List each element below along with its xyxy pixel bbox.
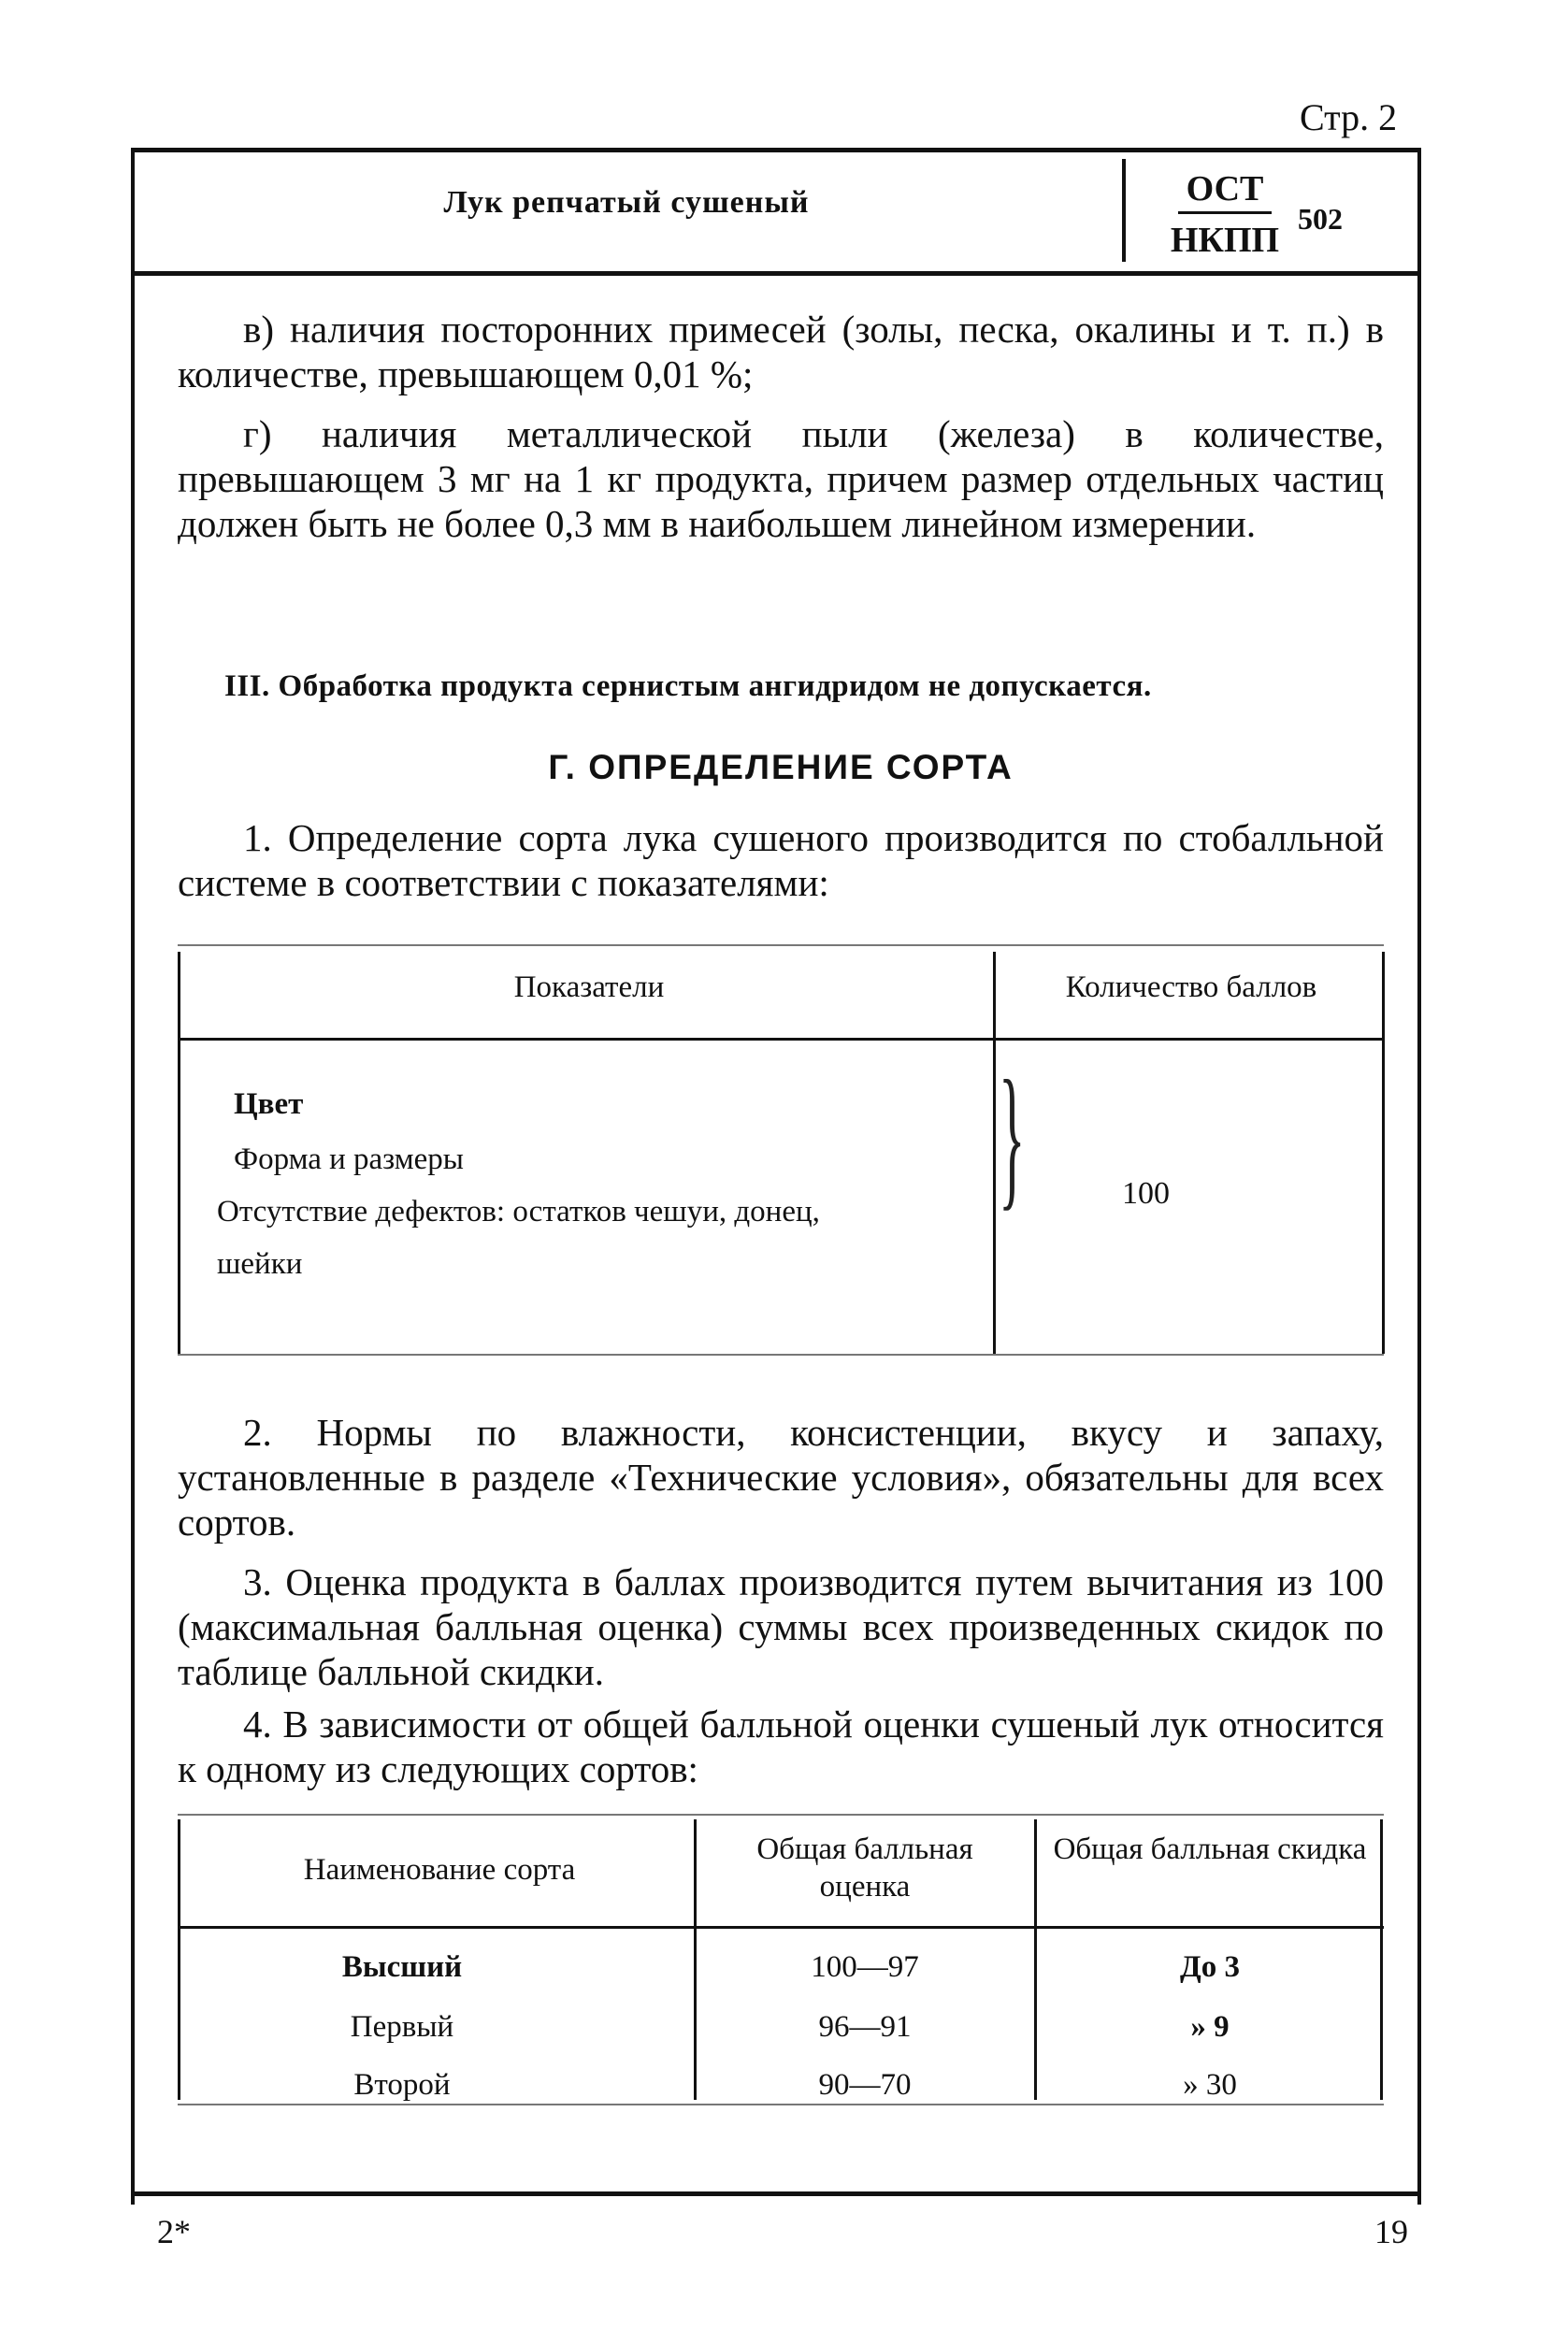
table2-row-score: 90—70 [818,2068,912,2102]
frame-left-rule [131,148,135,2205]
table1-right-rule [1382,952,1385,1354]
paragraph-4: 4. В зависимости от общей балльной оценки сушеный лук относится к одному из следующих сортов: [178,1703,1384,1790]
standard-code [1159,168,1290,261]
table2-col-divider-2 [1034,1819,1037,2100]
table1-bottom-rule [178,1354,1384,1356]
table2-top-rule [178,1814,1384,1816]
table2-header-rule [178,1926,1384,1929]
header-divider [1122,159,1126,262]
standard-code-bottom: НКПП [1170,221,1280,260]
paragraph-1: 1. Определение сорта лука сушеного производится по стобалльной системе в соответствии с показателями: [178,816,1384,904]
paragraph-2: 2. Нормы по влажности, консистенции, вкусу и запаху, установленные в разделе «Технические условия», обязательны для всех сортов. [178,1411,1384,1544]
table2-row-score: 96—91 [818,2010,912,2044]
table2-row-name: Второй [353,2068,451,2102]
frame-right-rule [1417,148,1421,2205]
table1-row-necks: шейки [217,1247,303,1281]
paragraph-3: 3. Оценка продукта в баллах производится путем вычитания из 100 (максимальная балльная оценка) суммы всех произведенных скидок по таблице балльной скидки. [178,1560,1384,1693]
footer-signature-mark: 2* [157,2213,191,2250]
table2-right-rule [1380,1819,1383,2100]
standard-number: 502 [1298,202,1343,236]
section-heading: Г. ОПРЕДЕЛЕНИЕ СОРТА [548,748,1014,786]
table1-header-rule [178,1038,1384,1041]
table1-row-defects: Отсутствие дефектов: остатков чешуи, донец, [217,1195,820,1228]
document-title: Лук репчатый сушеный [443,185,810,220]
table1-col-divider [993,952,996,1354]
table2-header-discount: Общая балльная скидка [1053,1832,1367,1866]
table2-header-score: Общая балльная оценка [756,1832,973,1904]
table2-bottom-rule [178,2104,1384,2105]
section-iii-text: III. Обработка продукта сернистым ангидридом не допускается. [224,669,1152,703]
footer-page-number: 19 [1374,2213,1408,2250]
standard-code-fraction-line [1178,211,1272,214]
header-bottom-rule [131,271,1421,276]
table2-col-divider-1 [694,1819,697,2100]
table2-row-discount: » 9 [1190,2010,1230,2044]
table2-row-discount: До 3 [1180,1950,1240,1984]
standard-code-top: ОСТ [1186,169,1264,208]
table1-header-indicators: Показатели [513,970,665,1004]
frame-bottom-rule [131,2191,1421,2196]
paragraph-g: г) наличия металлической пыли (железа) в количестве, превышающем 3 мг на 1 кг продукта, причем размер отдельных частиц должен быть не более 0,3 мм в наибольшем линейном измерении. [178,412,1384,545]
table2-row-name: Первый [350,2010,454,2044]
table2-left-rule [178,1819,180,2100]
paragraph-v: в) наличия посторонних примесей (золы, песка, окалины и т. п.) в количестве, превышающем 0,01 %; [178,308,1384,395]
table2-row-name: Высший [341,1950,463,1984]
table2-row-score: 100—97 [811,1950,919,1984]
table2-header-name: Наименование сорта [303,1853,576,1887]
table1-row-shape: Форма и размеры [234,1142,464,1176]
frame-top-rule [131,148,1421,152]
table1-row-color: Цвет [234,1087,304,1121]
table1-left-rule [178,952,180,1354]
table1-brace: } [999,1048,1026,1224]
table1-value: 100 [1122,1176,1170,1211]
page-label: Стр. 2 [1300,96,1398,138]
table1-header-points: Количество баллов [1065,970,1317,1004]
table1-top-rule [178,944,1384,946]
table2-row-discount: » 30 [1183,2068,1237,2102]
